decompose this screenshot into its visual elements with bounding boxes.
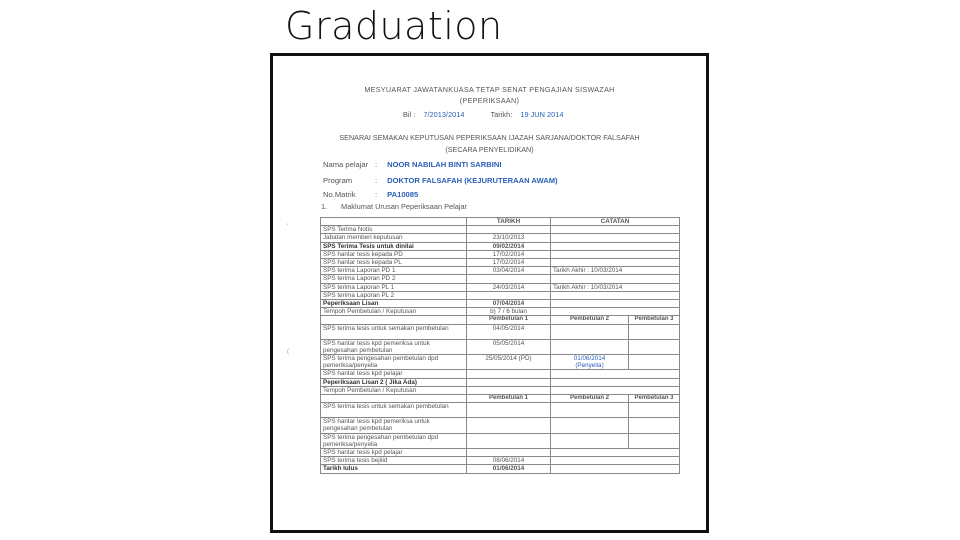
table-row: SPS terima Laporan PD 1 03/04/2014 Tarikh Akhir : 10/03/2014 <box>321 267 680 275</box>
table-row: SPS Terima Tesis untuk dinilai 09/02/2014 <box>321 242 680 250</box>
header-pembetulan-2: Pembetulan 2 <box>551 316 629 324</box>
header-pembetulan-1: Pembetulan 1 <box>467 316 551 324</box>
program-value: DOKTOR FALSAFAH (KEJURUTERAAN AWAM) <box>387 176 558 185</box>
pembetulan-header-row <box>321 316 680 324</box>
student-name-label: Nama pelajar <box>323 160 369 169</box>
table-row: Jabatan memberi keputusan 23/10/2013 <box>321 234 680 242</box>
tarikh-value: 19 JUN 2014 <box>520 110 564 119</box>
matric-value: PA10085 <box>387 190 419 199</box>
table-row: SPS terima Laporan PD 2 <box>321 275 680 283</box>
table-row: SPS terima tesis bejilid 08/06/2014 <box>321 457 680 465</box>
table-row: Tempoh Pembetulan / Keputusan b) 7 / 6 bulan <box>321 308 680 316</box>
table-row: SPS terima pengesahan pembetulan dpd pemeriksa/penyelia 25/05/2014 (PD) 01/06/2014 (Penyelia) <box>321 355 680 370</box>
table-row: Tarikh lulus 01/06/2014 <box>321 465 680 473</box>
scanned-document <box>270 53 709 533</box>
tarikh-label: Tarikh: <box>490 110 513 119</box>
table-row: SPS terima tesis untuk semakan pembetulan <box>321 403 680 418</box>
bil-label: Bil : <box>403 110 416 119</box>
table-row: Peperiksaan Lisan 2 ( Jika Ada) <box>321 378 680 386</box>
exam-status-table <box>320 217 680 474</box>
section-item-1: 1. Maklumat Urusan Peperiksaan Pelajar <box>321 202 468 211</box>
table-header-row <box>321 218 680 226</box>
student-name-value: NOOR NABILAH BINTI SARBINI <box>387 160 502 169</box>
checklist-subtitle: (SECARA PENYELIDIKAN) <box>445 145 534 154</box>
table-row: SPS Terima Notis <box>321 226 680 234</box>
doc-header-sub: (PEPERIKSAAN) <box>459 96 520 105</box>
bil-value: 7/2013/2014 <box>423 110 465 119</box>
matric-row: No.Matrik : PA10085 <box>323 190 419 199</box>
slide-title: Graduation <box>285 4 503 48</box>
table-row: SPS hantar tesis kpd pemeriksa untuk pengesahan pembetulan <box>321 418 680 433</box>
program-label: Program <box>323 176 353 185</box>
header-tarikh: TARIKH <box>467 218 551 226</box>
table-row: SPS terima pengesahan pembetulan dpd pemeriksa/penyelia <box>321 433 680 448</box>
doc-header-committee: MESYUARAT JAWATANKUASA TETAP SENAT PENGAJIAN SISWAZAH <box>364 85 615 94</box>
table-row: SPS terima Laporan PL 2 <box>321 291 680 299</box>
student-name-row: Nama pelajar : NOOR NABILAH BINTI SARBINI <box>323 160 502 169</box>
table-row: SPS hantar tesis kepada PD 17/02/2014 <box>321 250 680 258</box>
header-catatan: CATATAN <box>551 218 680 226</box>
table-row: SPS hantar tesis kpd pemeriksa untuk pengesahan pembetulan 05/05/2014 <box>321 339 680 354</box>
table-row: SPS hantar tesis kpd pelajar <box>321 449 680 457</box>
pembetulan-header-row-2: Pembetulan 1 Pembetulan 2 Pembetulan 3 <box>321 395 680 403</box>
table-row: Tempoh Pembetulan / Keputusan <box>321 386 680 394</box>
table-row: SPS terima tesis untuk semakan pembetulan 04/05/2014 <box>321 324 680 339</box>
header-pembetulan-3: Pembetulan 3 <box>629 316 680 324</box>
matric-label: No.Matrik <box>323 190 356 199</box>
table-row: SPS hantar tesis kepada PL 17/02/2014 <box>321 259 680 267</box>
margin-mark: ( <box>287 349 289 355</box>
meeting-ref-line <box>403 110 563 119</box>
table-row: SPS hantar tesis kpd pelajar <box>321 370 680 378</box>
table-row: Peperiksaan Lisan 07/04/2014 <box>321 300 680 308</box>
margin-mark: ' <box>287 224 289 230</box>
program-row: Program : DOKTOR FALSAFAH (KEJURUTERAAN AWAM) <box>323 176 558 185</box>
checklist-title: SENARAI SEMAKAN KEPUTUSAN PEPERIKSAAN IJAZAH SARJANA/DOKTOR FALSAFAH <box>339 133 640 142</box>
table-row: SPS terima Laporan PL 1 24/03/2014 Tarikh Akhir : 10/03/2014 <box>321 283 680 291</box>
